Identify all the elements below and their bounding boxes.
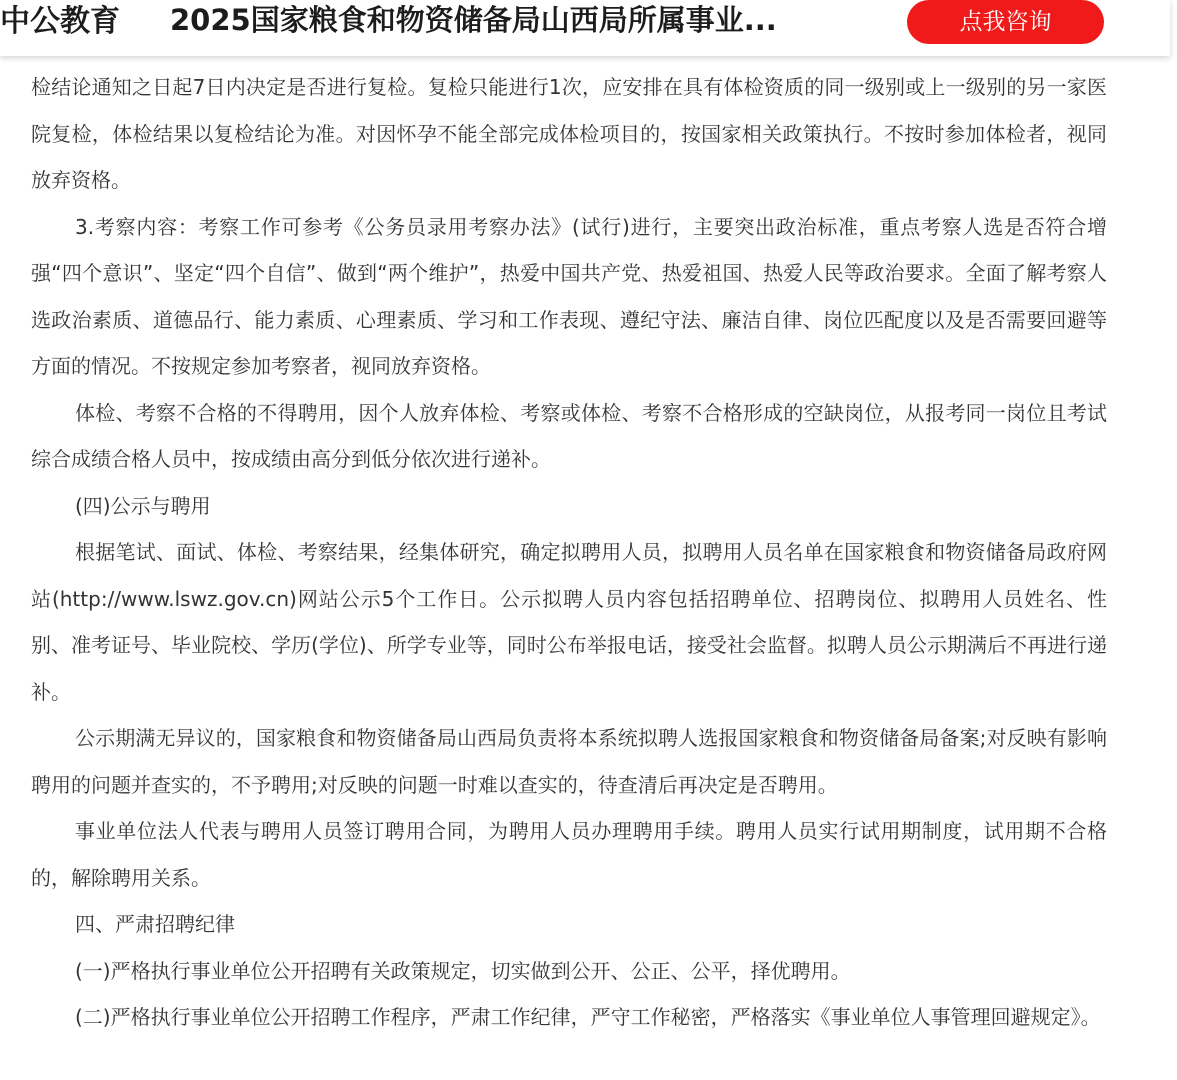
- section-heading: 四、严肃招聘纪律: [75, 912, 235, 936]
- article-paragraph: (一)严格执行事业单位公开招聘有关政策规定，切实做到公开、公正、公平，择优聘用。: [75, 958, 851, 983]
- article-body: [31, 64, 1107, 1041]
- brand-logo-text[interactable]: 中公教育: [0, 4, 120, 39]
- article-paragraph: 公示期满无异议的，国家粮食和物资储备局山西局负责将本系统拟聘人选报国家粮食和物资储备局备案;对反映有影响聘用的问题并查实的，不予聘用;对反映的问题一时难以查实的，待查清后再决定是否聘用。: [31, 726, 1107, 797]
- site-header: [0, 0, 1170, 56]
- article-paragraph: 事业单位法人代表与聘用人员签订聘用合同，为聘用人员办理聘用手续。聘用人员实行试用期制度，试用期不合格的，解除聘用关系。: [31, 819, 1107, 890]
- article-paragraph: 3.考察内容：考察工作可参考《公务员录用考察办法》(试行)进行，主要突出政治标准，重点考察人选是否符合增强“四个意识”、坚定“四个自信”、做到“两个维护”，热爱中国共产党、热爱祖国、热爱人民等政治要求。全面了解考察人选政治素质、道德品行、能力素质、心理素质、学习和工作表现、遵纪守法、廉洁自律、岗位匹配度以及是否需要回避等方面的情况。不按规定参加考察者，视同放弃资格。: [31, 214, 1107, 378]
- consult-button[interactable]: 点我咨询: [907, 0, 1104, 44]
- page-title: 2025国家粮食和物资储备局山西局所属事业...: [170, 3, 777, 37]
- article-paragraph: 根据笔试、面试、体检、考察结果，经集体研究，确定拟聘用人员，拟聘用人员名单在国家粮食和物资储备局政府网站(http://www.lswz.gov.cn)网站公示5个工作日。公示拟聘人员内容包括招聘单位、招聘岗位、拟聘用人员姓名、性别、准考证号、毕业院校、学历(学位)、所学专业等，同时公布举报电话，接受社会监督。拟聘人员公示期满后不再进行递补。: [31, 540, 1107, 704]
- article-paragraph: (二)严格执行事业单位公开招聘工作程序，严肃工作纪律，严守工作秘密，严格落实《事业单位人事管理回避规定》。: [75, 1005, 1101, 1029]
- section-heading: (四)公示与聘用: [75, 493, 211, 518]
- article-paragraph: 体检、考察不合格的不得聘用，因个人放弃体检、考察或体检、考察不合格形成的空缺岗位，从报考同一岗位且考试综合成绩合格人员中，按成绩由高分到低分依次进行递补。: [31, 400, 1107, 471]
- article-paragraph: 检结论通知之日起7日内决定是否进行复检。复检只能进行1次，应安排在具有体检资质的同一级别或上一级别的另一家医院复检，体检结果以复检结论为准。对因怀孕不能全部完成体检项目的，按国家相关政策执行。不按时参加体检者，视同放弃资格。: [31, 75, 1107, 192]
